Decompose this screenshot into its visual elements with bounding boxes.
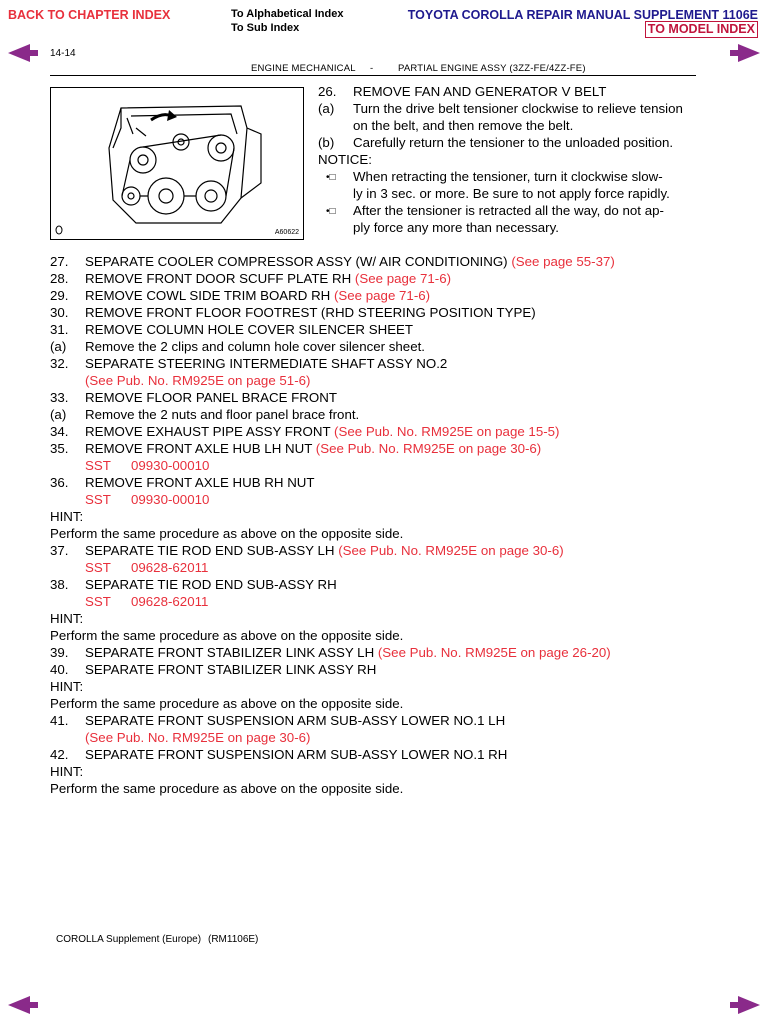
engine-belt-figure <box>50 87 304 240</box>
step-text: SEPARATE STEERING INTERMEDIATE SHAFT ASSY NO.2 <box>85 356 448 371</box>
step-text: REMOVE EXHAUST PIPE ASSY FRONT (See Pub. No. RM925E on page 15-5) <box>85 424 560 439</box>
sub-index-link[interactable]: To Sub Index <box>231 22 300 34</box>
step-number: 42. <box>50 747 69 762</box>
back-to-chapter-index-link[interactable]: BACK TO CHAPTER INDEX <box>8 8 171 22</box>
substep-text: Carefully return the tensioner to the unloaded position. <box>353 135 674 150</box>
step-number: 41. <box>50 713 69 728</box>
hint-text: Perform the same procedure as above on the opposite side. <box>50 526 404 541</box>
sst-tool-number: 09628-62011 <box>131 594 209 609</box>
substep-label: (a) <box>318 101 335 116</box>
section-title: ENGINE MECHANICAL <box>251 63 356 74</box>
step-text: REMOVE FLOOR PANEL BRACE FRONT <box>85 390 337 405</box>
step-text: SEPARATE FRONT STABILIZER LINK ASSY LH (See Pub. No. RM925E on page 26-20) <box>85 645 611 660</box>
notice-text: ply force any more than necessary. <box>353 220 559 235</box>
hint-label: HINT: <box>50 679 84 694</box>
sst-label: SST <box>85 594 111 609</box>
footer-publication: COROLLA Supplement (Europe) <box>56 934 202 945</box>
notice-text: When retracting the tensioner, turn it clockwise slow- <box>353 169 663 184</box>
step-text: SEPARATE FRONT SUSPENSION ARM SUB-ASSY LOWER NO.1 LH <box>85 713 506 728</box>
page-number: 14-14 <box>50 48 76 59</box>
step-title: REMOVE FAN AND GENERATOR V BELT <box>353 84 607 99</box>
hint-text: Perform the same procedure as above on the opposite side. <box>50 781 404 796</box>
sst-label: SST <box>85 458 111 473</box>
sst-tool-number: 09628-62011 <box>131 560 209 575</box>
figure-code: A60622 <box>274 229 299 236</box>
step-number: 38. <box>50 577 69 592</box>
step-number: 26. <box>318 84 337 99</box>
page-reference-link[interactable]: (See Pub. No. RM925E on page 15-5) <box>334 424 560 439</box>
step-number: 32. <box>50 356 69 371</box>
sst-tool-number: 09930-00010 <box>131 492 210 507</box>
substep-label: (a) <box>50 407 67 422</box>
notice-text: ly in 3 sec. or more. Be sure to not apply force rapidly. <box>353 186 670 201</box>
hint-text: Perform the same procedure as above on the opposite side. <box>50 628 404 643</box>
substep-text: on the belt, and then remove the belt. <box>353 118 574 133</box>
step-text: REMOVE FRONT AXLE HUB RH NUT <box>85 475 315 490</box>
step-text: SEPARATE TIE ROD END SUB-ASSY RH <box>85 577 337 592</box>
manual-title: TOYOTA COROLLA REPAIR MANUAL SUPPLEMENT 1106E <box>407 8 758 22</box>
page-reference-link[interactable]: (See Pub. No. RM925E on page 30-6) <box>315 441 542 456</box>
step-text: REMOVE COWL SIDE TRIM BOARD RH (See page 71-6) <box>85 288 431 303</box>
step-number: 29. <box>50 288 69 303</box>
step-number: 37. <box>50 543 69 558</box>
step-number: 27. <box>50 254 69 269</box>
substep-text: Remove the 2 clips and column hole cover silencer sheet. <box>85 339 425 354</box>
belt-routing-illustration <box>51 88 303 239</box>
sst-tool-number: 09930-00010 <box>131 458 210 473</box>
hint-label: HINT: <box>50 764 84 779</box>
hint-text: Perform the same procedure as above on the opposite side. <box>50 696 404 711</box>
alphabetical-index-link[interactable]: To Alphabetical Index <box>231 8 344 20</box>
substep-label: (a) <box>50 339 67 354</box>
footer-code: (RM1106E) <box>208 934 259 945</box>
hint-label: HINT: <box>50 509 84 524</box>
substep-text: Remove the 2 nuts and floor panel brace front. <box>85 407 360 422</box>
step-number: 31. <box>50 322 69 337</box>
step-number: 34. <box>50 424 69 439</box>
page-reference-link[interactable]: (See Pub. No. RM925E on page 30-6) <box>338 543 564 558</box>
next-page-arrow-icon[interactable] <box>730 44 760 62</box>
page-reference-link[interactable]: (See page 55-37) <box>511 254 615 269</box>
step-text: REMOVE FRONT FLOOR FOOTREST (RHD STEERING POSITION TYPE) <box>85 305 536 320</box>
step-text: SEPARATE TIE ROD END SUB-ASSY LH (See Pub. No. RM925E on page 30-6) <box>85 543 564 558</box>
step-number: 40. <box>50 662 69 677</box>
step-number: 33. <box>50 390 69 405</box>
notice-text: After the tensioner is retracted all the way, do not ap- <box>353 203 664 218</box>
page-reference-link[interactable]: (See page 71-6) <box>333 288 431 303</box>
sst-label: SST <box>85 560 111 575</box>
subsection-title: PARTIAL ENGINE ASSY (3ZZ-FE/4ZZ-FE) <box>398 63 586 74</box>
step-text: SEPARATE COOLER COMPRESSOR ASSY (W/ AIR CONDITIONING) (See page 55-37) <box>85 254 615 269</box>
step-text: REMOVE FRONT AXLE HUB LH NUT (See Pub. No. RM925E on page 30-6) <box>85 441 542 456</box>
header-rule <box>50 75 696 76</box>
header-separator: - <box>370 63 374 74</box>
step-text: REMOVE COLUMN HOLE COVER SILENCER SHEET <box>85 322 414 337</box>
substep-text: Turn the drive belt tensioner clockwise to relieve tension <box>353 101 683 116</box>
step-number: 28. <box>50 271 69 286</box>
page-reference-link[interactable]: (See Pub. No. RM925E on page 51-6) <box>85 373 311 388</box>
previous-page-arrow-icon[interactable] <box>8 44 38 62</box>
notice-label: NOTICE: <box>318 152 372 167</box>
substep-label: (b) <box>318 135 335 150</box>
step-text: SEPARATE FRONT SUSPENSION ARM SUB-ASSY LOWER NO.1 RH <box>85 747 508 762</box>
next-page-arrow-icon[interactable] <box>730 996 760 1014</box>
page-reference-link[interactable]: (See Pub. No. RM925E on page 30-6) <box>85 730 311 745</box>
page-reference-link[interactable]: (See page 71-6) <box>354 271 452 286</box>
step-number: 30. <box>50 305 69 320</box>
hint-label: HINT: <box>50 611 84 626</box>
step-text: REMOVE FRONT DOOR SCUFF PLATE RH (See page 71-6) <box>85 271 452 286</box>
step-number: 36. <box>50 475 69 490</box>
model-index-link[interactable]: TO MODEL INDEX <box>645 21 758 38</box>
page-reference-link[interactable]: (See Pub. No. RM925E on page 26-20) <box>377 645 611 660</box>
step-number: 35. <box>50 441 69 456</box>
step-text: SEPARATE FRONT STABILIZER LINK ASSY RH <box>85 662 377 677</box>
previous-page-arrow-icon[interactable] <box>8 996 38 1014</box>
step-number: 39. <box>50 645 69 660</box>
sst-label: SST <box>85 492 111 507</box>
bullet-icon: •□ <box>326 206 336 217</box>
bullet-icon: •□ <box>326 172 336 183</box>
